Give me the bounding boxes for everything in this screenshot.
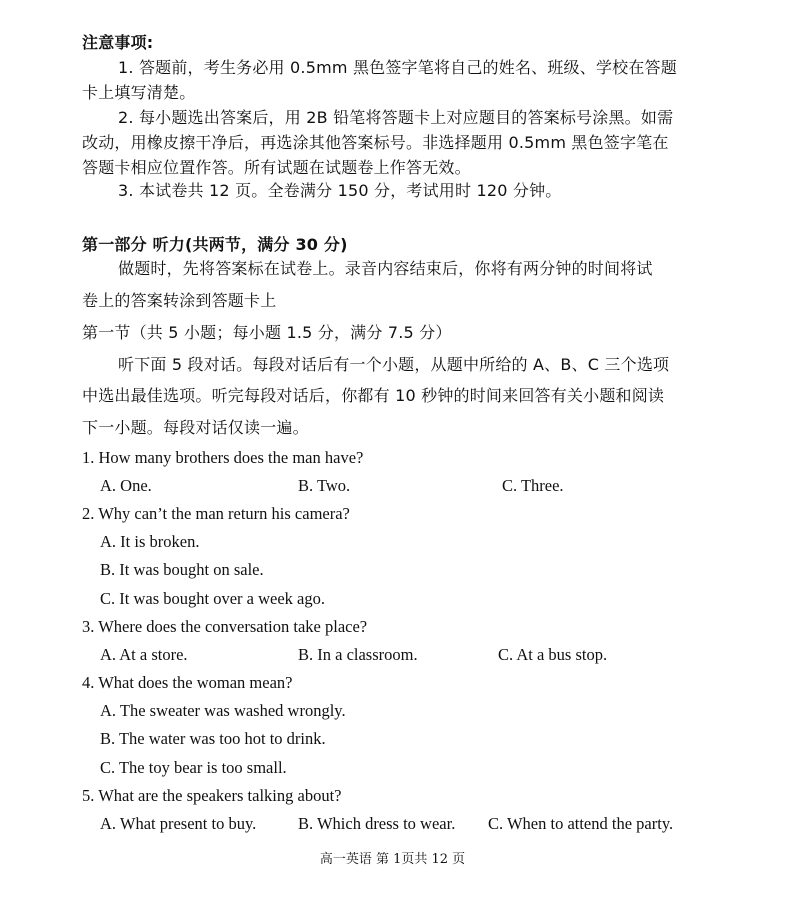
question-5-option-a: A. What present to buy. (100, 814, 257, 833)
notice-line-1: 1. 答题前，考生务必用 0.5mm 黑色签字笔将自己的姓名、班级、学校在答题 (118, 58, 677, 77)
question-5-option-c: C. When to attend the party. (488, 814, 674, 833)
notice-line-6: 3. 本试卷共 12 页。全卷满分 150 分，考试用时 120 分钟。 (118, 181, 562, 200)
question-4-stem: 4. What does the woman mean? (82, 673, 293, 692)
notice-line-5: 答题卡相应位置作答。所有试题在试题卷上作答无效。 (82, 158, 471, 177)
question-1-option-b: B. Two. (298, 476, 351, 495)
question-1-option-c: C. Three. (502, 476, 564, 495)
question-3-option-b: B. In a classroom. (298, 645, 418, 664)
part1-intro-line-2: 卷上的答案转涂到答题卡上 (82, 291, 277, 310)
section1-line-3: 下一小题。每段对话仅读一遍。 (82, 418, 309, 437)
question-1-option-a: A. One. (100, 476, 152, 495)
page-footer: 高一英语 第 1页共 12 页 (319, 852, 466, 867)
question-3-stem: 3. Where does the conversation take place? (82, 617, 368, 636)
question-1-stem: 1. How many brothers does the man have? (82, 448, 364, 467)
question-4-option-b: B. The water was too hot to drink. (100, 729, 326, 748)
question-2-option-a: A. It is broken. (100, 532, 200, 551)
question-5-stem: 5. What are the speakers talking about? (82, 786, 342, 805)
part1-intro-line-1: 做题时，先将答案标在试卷上。录音内容结束后，你将有两分钟的时间将试 (118, 259, 653, 278)
part1-heading: 第一部分 听力(共两节，满分 30 分) (82, 235, 348, 254)
question-3-option-a: A. At a store. (100, 645, 188, 664)
section1-line-2: 中选出最佳选项。听完每段对话后，你都有 10 秒钟的时间来回答有关小题和阅读 (82, 386, 665, 405)
section1-line-1: 听下面 5 段对话。每段对话后有一个小题，从题中所给的 A、B、C 三个选项 (118, 355, 670, 374)
notice-line-3: 2. 每小题选出答案后，用 2B 铅笔将答题卡上对应题目的答案标号涂黑。如需 (118, 108, 674, 127)
question-2-stem: 2. Why can’t the man return his camera? (82, 504, 350, 523)
notice-heading: 注意事项: (82, 33, 154, 52)
question-4-option-c: C. The toy bear is too small. (100, 758, 287, 777)
question-3-option-c: C. At a bus stop. (498, 645, 608, 664)
question-5-option-b: B. Which dress to wear. (298, 814, 456, 833)
section1-heading: 第一节（共 5 小题；每小题 1.5 分，满分 7.5 分） (82, 323, 452, 342)
question-4-option-a: A. The sweater was washed wrongly. (100, 701, 346, 720)
question-2-option-b: B. It was bought on sale. (100, 560, 264, 579)
question-2-option-c: C. It was bought over a week ago. (100, 589, 325, 608)
notice-line-2: 卡上填写清楚。 (82, 83, 196, 102)
notice-line-4: 改动，用橡皮擦干净后，再选涂其他答案标号。非选择题用 0.5mm 黑色签字笔在 (82, 133, 669, 152)
